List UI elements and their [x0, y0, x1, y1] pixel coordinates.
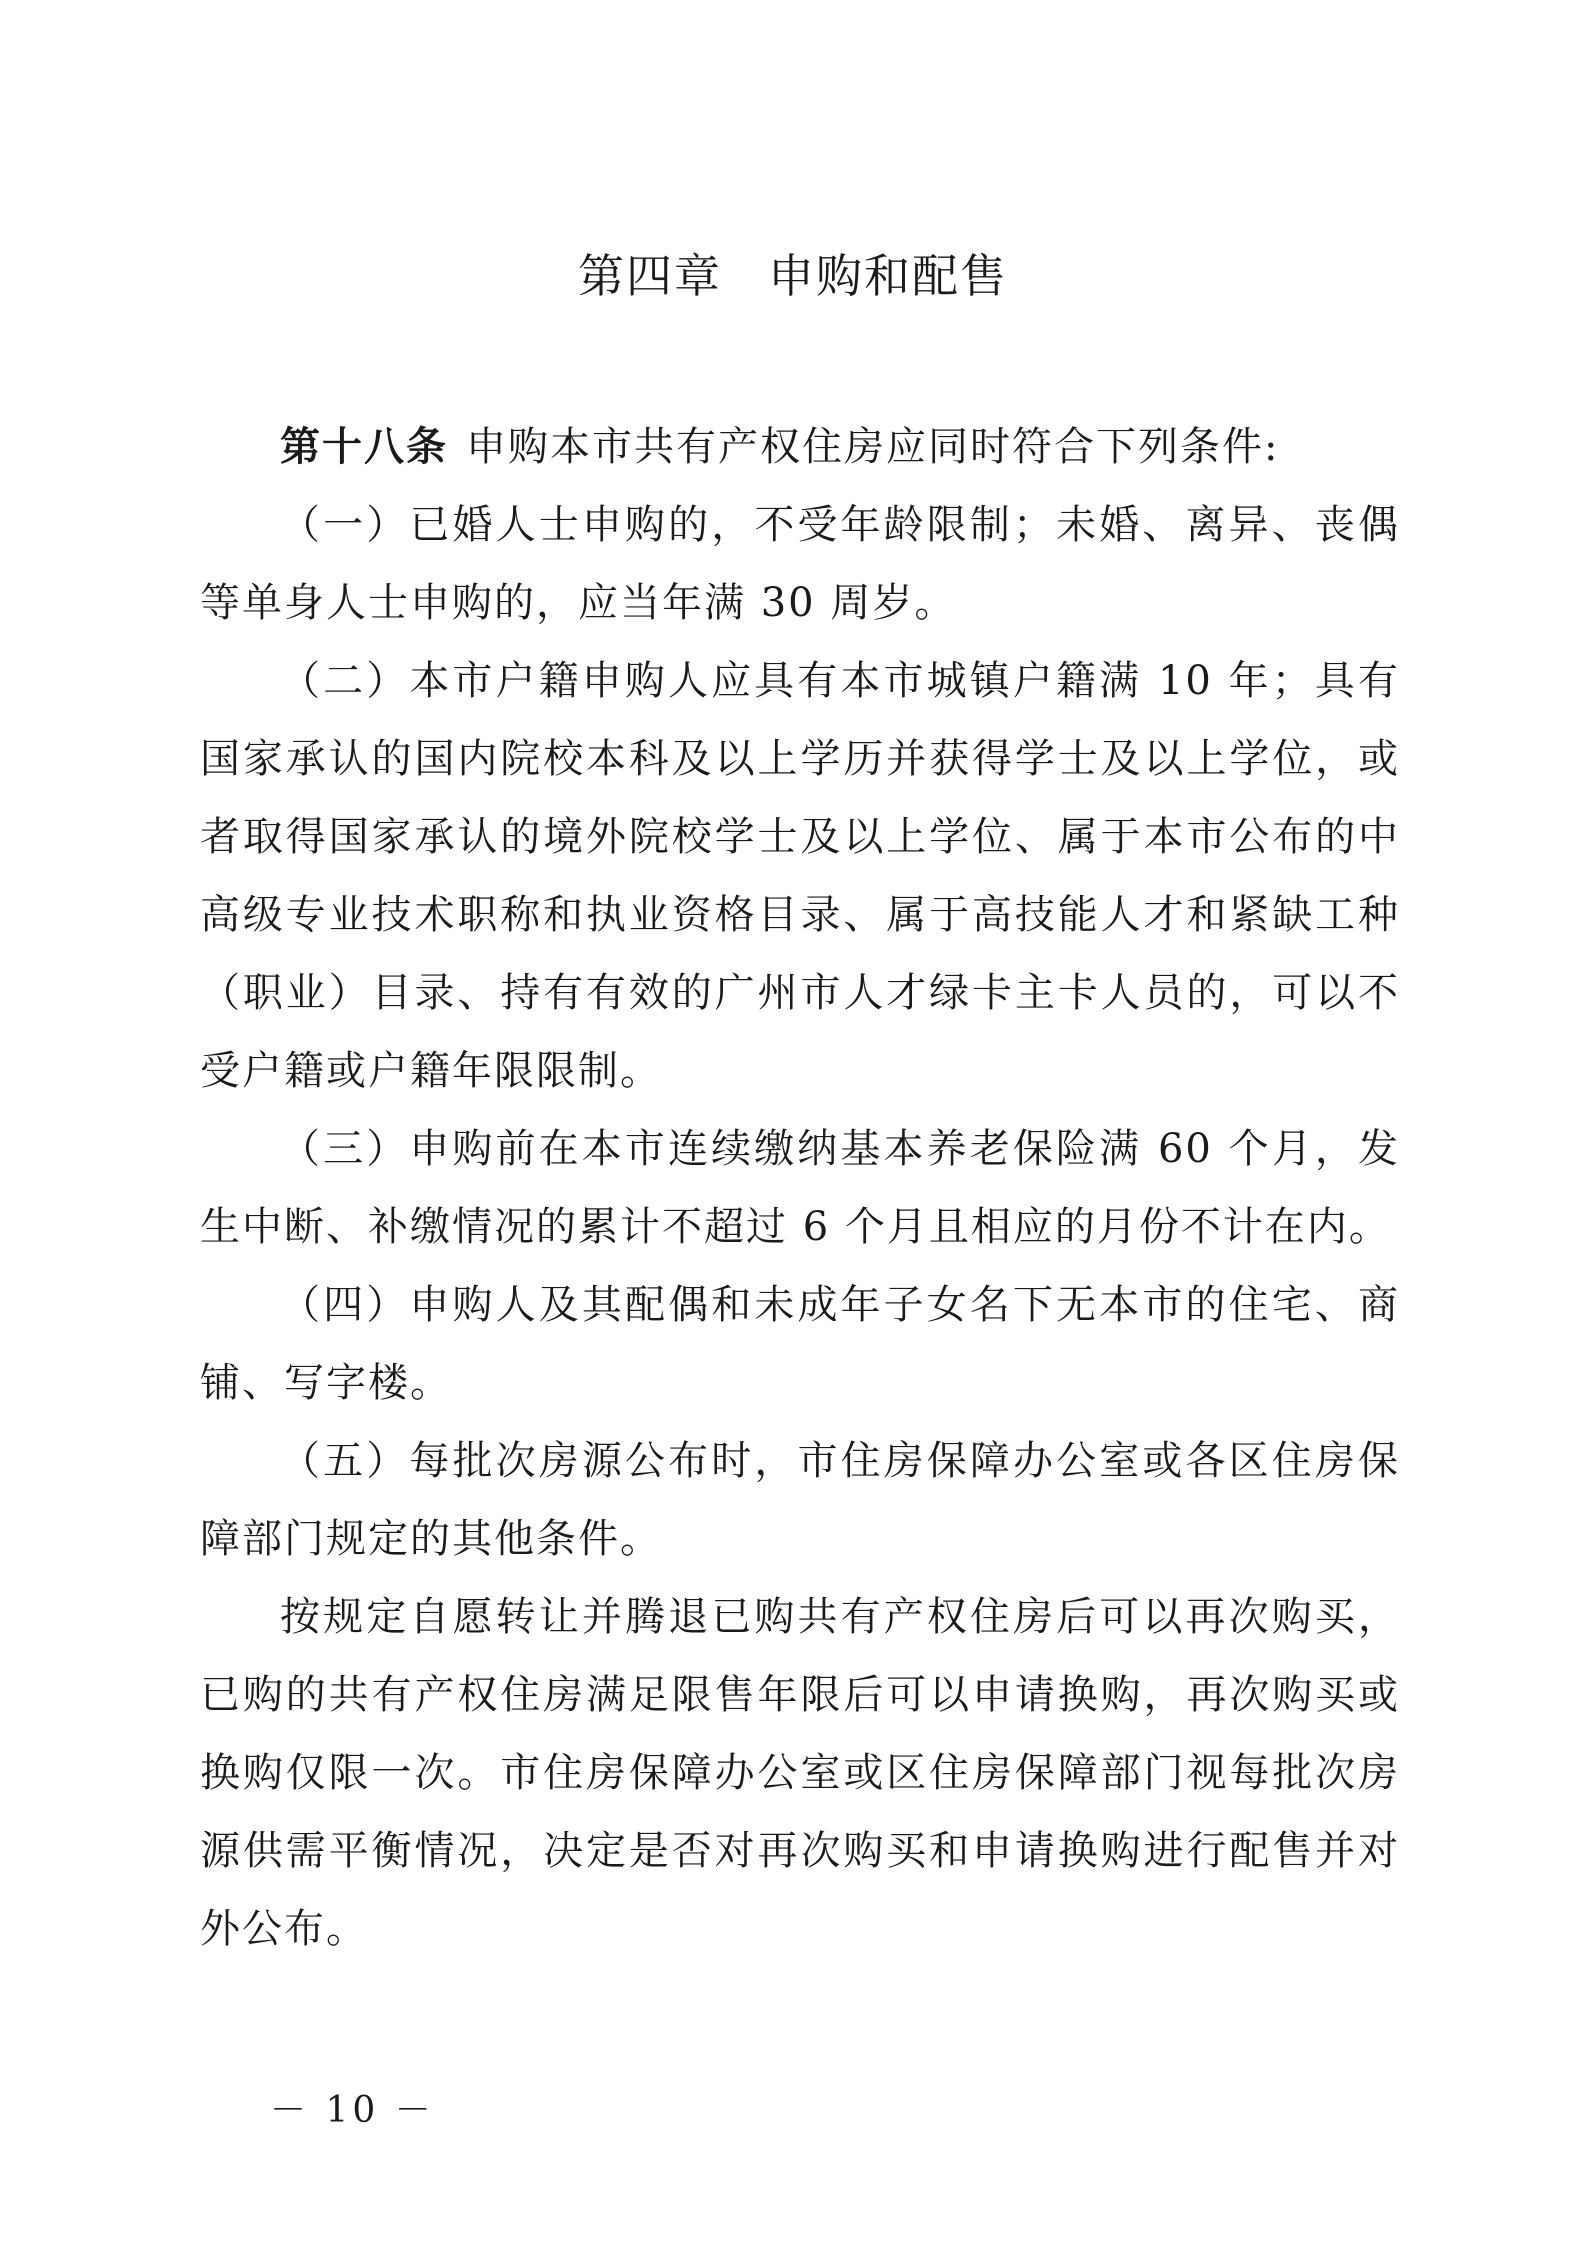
condition-2-paragraph: （二）本市户籍申购人应具有本市城镇户籍满 10 年；具有国家承认的国内院校本科及以上学历并获得学士及以上学位，或者取得国家承认的境外院校学士及以上学位、属于本市公布的中高级专业技术职称和执业资格目录、属于高技能人才和紧缺工种（职业）目录、持有有效的广州市人才绿卡主卡人员的，可以不受户籍或户籍年限限制。 — [200, 658, 1400, 1094]
page-number: － 10 － — [270, 2090, 435, 2131]
condition-3-paragraph: （三）申购前在本市连续缴纳基本养老保险满 60 个月，发生中断、补缴情况的累计不超过 6 个月且相应的月份不计在内。 — [200, 1126, 1400, 1250]
chapter-title — [0, 240, 1586, 306]
article-number: 第十八条 — [280, 424, 448, 470]
condition-4-paragraph: （四）申购人及其配偶和未成年子女名下无本市的住宅、商铺、写字楼。 — [200, 1282, 1400, 1406]
condition-1-paragraph: （一）已婚人士申购的，不受年龄限制；未婚、离异、丧偶等单身人士申购的，应当年满 30 周岁。 — [200, 502, 1400, 626]
chapter-name: 申购和配售 — [768, 249, 1008, 303]
body-text — [200, 408, 1400, 1968]
repurchase-paragraph: 按规定自愿转让并腾退已购共有产权住房后可以再次购买，已购的共有产权住房满足限售年限后可以申请换购，再次购买或换购仅限一次。市住房保障办公室或区住房保障部门视每批次房源供需平衡情况，决定是否对再次购买和申请换购进行配售并对外公布。 — [200, 1594, 1400, 1952]
article-intro: 申购本市共有产权住房应同时符合下列条件: — [466, 424, 1280, 470]
condition-5-paragraph: （五）每批次房源公布时，市住房保障办公室或各区住房保障部门规定的其他条件。 — [200, 1438, 1400, 1562]
article-heading-paragraph — [200, 408, 1400, 486]
chapter-number: 第四章 — [578, 249, 722, 303]
